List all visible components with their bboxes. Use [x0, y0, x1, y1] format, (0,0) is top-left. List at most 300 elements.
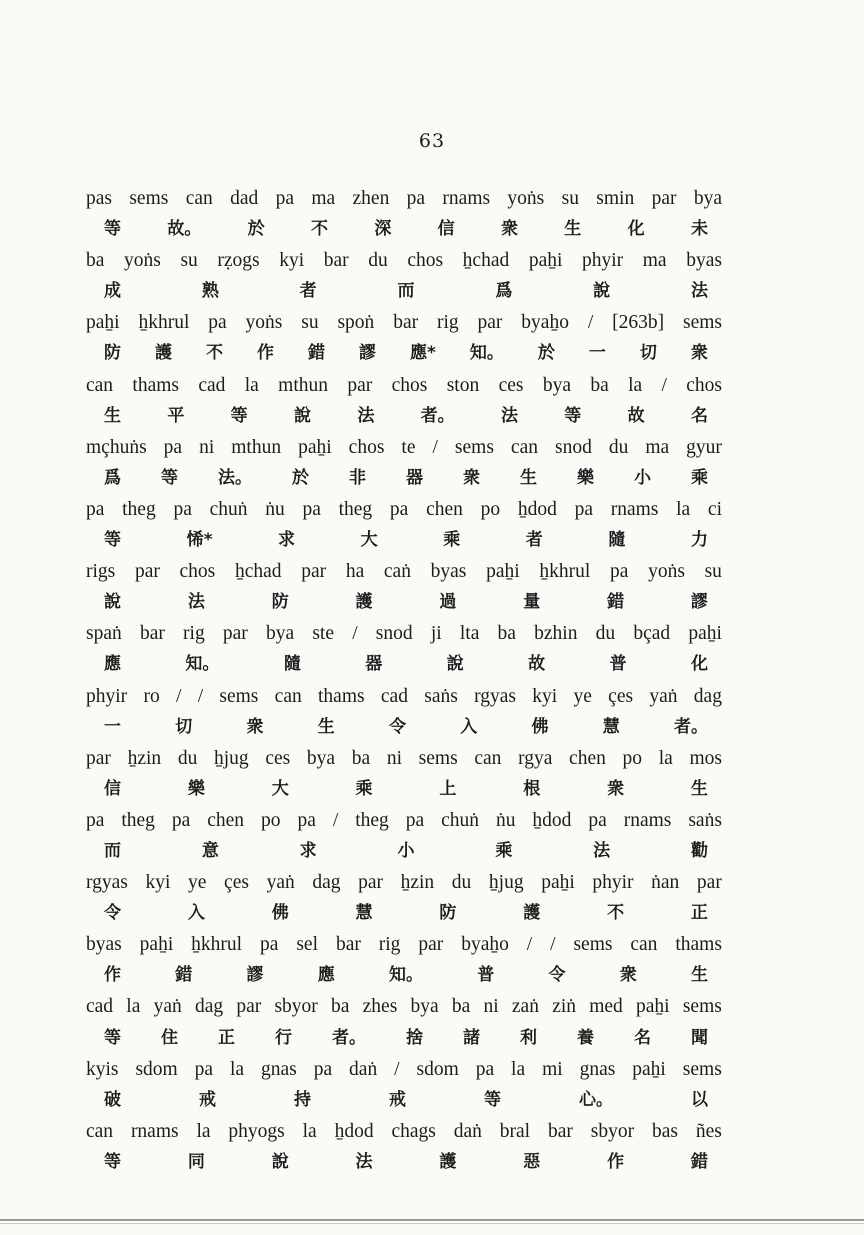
tibetan-word: ces: [265, 747, 291, 769]
tibetan-word: rnams: [623, 809, 672, 831]
tibetan-word: du: [451, 872, 472, 894]
tibetan-word: ẖzin: [400, 872, 435, 894]
chinese-character: 等: [564, 405, 582, 426]
chinese-character: 法: [593, 840, 611, 861]
chinese-character: 令: [389, 716, 406, 737]
tibetan-word: pa: [405, 809, 425, 831]
tibetan-word: gnas: [261, 1058, 297, 1080]
chinese-line: [86, 338, 722, 369]
tibetan-word: la: [676, 498, 691, 520]
chinese-character: 錯: [175, 965, 193, 986]
tibetan-word: snod: [375, 623, 413, 645]
tibetan-word: te: [401, 436, 416, 458]
chinese-character: 知。: [389, 965, 423, 986]
tibetan-word: pa: [173, 498, 192, 520]
tibetan-word: lta: [459, 623, 480, 645]
chinese-character: 求: [299, 840, 317, 861]
tibetan-word: par: [222, 623, 248, 645]
tibetan-word: paẖi: [528, 250, 563, 272]
tibetan-word: pa: [302, 498, 321, 520]
tibetan-word: chuṅ: [209, 498, 248, 520]
tibetan-word: ro: [143, 685, 160, 707]
tibetan-word: yoṅs: [648, 561, 685, 583]
chinese-character: 衆: [500, 219, 518, 240]
tibetan-word: sdom: [416, 1058, 459, 1080]
chinese-character: 者: [299, 281, 317, 302]
tibetan-word: pa: [313, 1058, 333, 1080]
tibetan-line: [86, 991, 722, 1022]
tibetan-word: sems: [682, 996, 722, 1018]
tibetan-word: la: [196, 1120, 211, 1142]
tibetan-word: mi: [542, 1058, 563, 1080]
tibetan-word: thams: [318, 685, 365, 707]
chinese-character: 謬: [359, 343, 376, 364]
tibetan-word: pa: [297, 809, 316, 831]
chinese-character: 乘: [495, 840, 513, 861]
tibetan-word: ñes: [695, 1120, 722, 1142]
tibetan-word: can: [474, 747, 502, 769]
chinese-character: 入: [187, 903, 205, 924]
chinese-character: 說: [293, 405, 311, 426]
tibetan-word: po: [622, 747, 643, 769]
chinese-character: 法: [187, 592, 205, 613]
tibetan-word: la: [230, 1058, 245, 1080]
tibetan-word: /: [550, 934, 556, 956]
tibetan-word: ẖkhrul: [539, 561, 591, 583]
tibetan-word: cad: [198, 374, 226, 396]
chinese-character: 成: [104, 281, 121, 302]
tibetan-word: ba: [497, 623, 516, 645]
tibetan-word: ni: [483, 996, 499, 1018]
tibetan-word: snod: [554, 436, 592, 458]
tibetan-word: dad: [230, 188, 259, 209]
chinese-character: 小: [397, 840, 415, 861]
tibetan-word: sbyor: [590, 1120, 635, 1142]
tibetan-word: /: [587, 312, 594, 334]
tibetan-line: [86, 805, 722, 836]
chinese-character: 化: [627, 219, 645, 240]
tibetan-word: ẖjug: [214, 747, 249, 769]
tibetan-word: paẖi: [541, 872, 575, 894]
tibetan-word: ha: [345, 561, 365, 583]
tibetan-word: [263b]: [612, 312, 665, 334]
tibetan-word: la: [511, 1058, 526, 1080]
tibetan-word: par: [696, 872, 722, 894]
tibetan-word: mçhuṅs: [86, 436, 147, 458]
tibetan-word: dag: [194, 996, 224, 1018]
tibetan-word: ci: [707, 498, 722, 520]
tibetan-word: paẖi: [688, 623, 722, 645]
tibetan-word: pas: [86, 188, 112, 209]
tibetan-word: chos: [407, 250, 444, 272]
chinese-character: 衆: [607, 778, 625, 799]
tibetan-word: can: [86, 1120, 114, 1142]
chinese-line: [86, 1023, 722, 1054]
chinese-character: 應: [317, 965, 335, 986]
chinese-character: 應: [104, 654, 121, 675]
tibetan-word: ji: [430, 623, 442, 645]
tibetan-word: theg: [355, 809, 389, 831]
tibetan-word: bas: [651, 1120, 678, 1142]
tibetan-word: bar: [323, 250, 349, 272]
chinese-character: 故: [627, 405, 645, 426]
chinese-character: 說: [446, 654, 464, 675]
chinese-character: 爲: [104, 467, 121, 488]
tibetan-word: chen: [207, 809, 245, 831]
tibetan-word: bral: [499, 1120, 531, 1142]
tibetan-word: pa: [275, 188, 294, 209]
chinese-character: 信: [437, 219, 455, 240]
tibetan-word: chuṅ: [441, 809, 479, 831]
tibetan-word: smin: [596, 188, 635, 209]
tibetan-word: par: [477, 312, 503, 334]
tibetan-word: sems: [682, 1058, 722, 1080]
chinese-character: 錯: [308, 343, 325, 364]
tibetan-word: yaṅ: [153, 996, 182, 1018]
tibetan-word: par: [301, 561, 327, 583]
chinese-character: 悕*: [186, 530, 213, 551]
chinese-character: 防: [104, 343, 121, 364]
chinese-character: 小: [634, 467, 651, 488]
chinese-character: 大: [360, 530, 378, 551]
tibetan-word: par: [86, 747, 111, 769]
chinese-character: 捨: [406, 1027, 423, 1048]
chinese-character: 防: [439, 903, 457, 924]
tibetan-word: la: [244, 374, 259, 396]
tibetan-word: byas: [686, 250, 722, 272]
tibetan-word: /: [332, 809, 339, 831]
chinese-character: 非: [349, 467, 366, 488]
tibetan-word: du: [177, 747, 198, 769]
chinese-line: [86, 960, 722, 991]
tibetan-word: pa: [475, 1058, 495, 1080]
tibetan-word: par: [134, 561, 160, 583]
tibetan-word: gnas: [579, 1058, 616, 1080]
chinese-character: 生: [564, 219, 582, 240]
tibetan-word: bzhin: [534, 623, 578, 645]
tibetan-word: bya: [542, 374, 571, 396]
tibetan-word: zhen: [352, 188, 390, 209]
chinese-character: 於: [247, 219, 265, 240]
tibetan-word: caṅ: [383, 561, 411, 583]
chinese-character: 乘: [691, 467, 708, 488]
chinese-character: 切: [639, 343, 657, 364]
tibetan-word: ẖkhrul: [138, 312, 190, 334]
tibetan-word: theg: [121, 809, 155, 831]
chinese-character: 意: [201, 840, 219, 861]
chinese-character: 作: [607, 1151, 625, 1172]
tibetan-word: chen: [569, 747, 606, 769]
tibetan-word: ẖdod: [532, 809, 572, 831]
tibetan-word: mthun: [278, 374, 329, 396]
tibetan-line: [86, 743, 722, 774]
tibetan-word: zaṅ: [511, 996, 539, 1018]
tibetan-word: /: [175, 685, 182, 707]
chinese-character: 生: [317, 716, 335, 737]
bottom-rule-secondary: [0, 1223, 864, 1224]
tibetan-word: par: [358, 872, 383, 894]
chinese-character: 錯: [690, 1151, 708, 1172]
tibetan-word: sems: [454, 436, 494, 458]
tibetan-word: saṅs: [424, 685, 458, 707]
chinese-character: 求: [278, 530, 296, 551]
chinese-character: 知。: [185, 654, 220, 675]
tibetan-word: phyir: [86, 685, 128, 707]
tibetan-line: [86, 867, 722, 898]
tibetan-word: paẖi: [86, 312, 120, 334]
chinese-line: [86, 649, 722, 680]
tibetan-word: byas: [86, 934, 122, 956]
tibetan-word: pa: [86, 809, 105, 831]
chinese-character: 利: [520, 1027, 537, 1048]
chinese-line: [86, 836, 722, 867]
chinese-character: 生: [691, 965, 708, 986]
tibetan-word: pa: [609, 561, 629, 583]
tibetan-word: ni: [199, 436, 215, 458]
tibetan-word: ye: [188, 872, 207, 894]
chinese-character: 普: [477, 965, 495, 986]
tibetan-word: sems: [683, 312, 722, 334]
chinese-character: 衆: [246, 716, 264, 737]
chinese-line: [86, 401, 722, 432]
tibetan-word: ẖkhrul: [191, 934, 243, 956]
tibetan-word: chos: [391, 374, 428, 396]
tibetan-word: ẖchad: [234, 561, 282, 583]
tibetan-line: [86, 245, 722, 276]
tibetan-word: du: [368, 250, 388, 272]
tibetan-word: thams: [675, 934, 722, 956]
chinese-character: 乘: [355, 778, 373, 799]
tibetan-word: bya: [306, 747, 336, 769]
tibetan-word: spaṅ: [86, 623, 122, 645]
chinese-character: 於: [292, 467, 309, 488]
chinese-character: 入: [460, 716, 478, 737]
chinese-character: 防: [271, 592, 289, 613]
tibetan-word: sdom: [135, 1058, 178, 1080]
chinese-character: 故。: [167, 219, 202, 240]
tibetan-word: byaẖo: [461, 934, 509, 956]
tibetan-word: la: [628, 374, 643, 396]
tibetan-line: [86, 370, 722, 401]
chinese-character: 衆: [690, 343, 708, 364]
tibetan-word: bçad: [633, 623, 671, 645]
tibetan-word: /: [352, 623, 358, 645]
tibetan-word: la: [658, 747, 673, 769]
chinese-line: [86, 774, 722, 805]
chinese-character: 過: [439, 592, 457, 613]
chinese-character: 等: [161, 467, 178, 488]
tibetan-word: gyur: [686, 436, 722, 458]
tibetan-word: po: [480, 498, 501, 520]
tibetan-word: yaṅ: [649, 685, 678, 707]
tibetan-word: spoṅ: [337, 312, 375, 334]
chinese-line: [86, 1147, 722, 1178]
chinese-character: 應*: [410, 343, 436, 364]
chinese-character: 熟: [201, 281, 219, 302]
tibetan-word: can: [274, 685, 302, 707]
chinese-character: 作: [104, 965, 121, 986]
tibetan-line: [86, 556, 722, 587]
tibetan-word: rẓogs: [217, 250, 260, 272]
tibetan-word: can: [630, 934, 658, 956]
chinese-character: 聞: [691, 1027, 708, 1048]
tibetan-word: bya: [410, 996, 439, 1018]
chinese-character: 法: [357, 405, 375, 426]
chinese-character: 護: [439, 1151, 457, 1172]
tibetan-word: paẖi: [636, 996, 670, 1018]
tibetan-word: ba: [86, 250, 105, 272]
chinese-character: 等: [104, 530, 121, 551]
tibetan-word: dag: [693, 685, 722, 707]
tibetan-word: paẖi: [139, 934, 174, 956]
tibetan-word: rgyas: [474, 685, 516, 707]
tibetan-word: pa: [208, 312, 227, 334]
chinese-character: 普: [609, 654, 627, 675]
tibetan-word: pa: [260, 934, 279, 956]
tibetan-word: rig: [183, 623, 205, 645]
tibetan-word: bya: [265, 623, 295, 645]
chinese-character: 住: [161, 1027, 178, 1048]
tibetan-word: sems: [219, 685, 259, 707]
tibetan-word: bya: [693, 188, 722, 209]
chinese-character: 護: [523, 903, 541, 924]
chinese-character: 慧: [355, 903, 373, 924]
chinese-character: 說: [271, 1151, 289, 1172]
chinese-character: 而: [104, 840, 121, 861]
chinese-line: [86, 712, 722, 743]
tibetan-word: daṅ: [453, 1120, 482, 1142]
chinese-character: 於: [537, 343, 555, 364]
chinese-character: 慧: [602, 716, 620, 737]
chinese-character: 法: [355, 1151, 373, 1172]
chinese-character: 惡: [523, 1151, 541, 1172]
tibetan-word: yaṅ: [266, 872, 295, 894]
chinese-character: 戒: [389, 1089, 406, 1110]
chinese-character: 勸: [690, 840, 708, 861]
tibetan-word: sems: [418, 747, 458, 769]
tibetan-word: çes: [608, 685, 634, 707]
chinese-character: 法: [500, 405, 518, 426]
chinese-character: 生: [104, 405, 121, 426]
chinese-character: 謬: [246, 965, 264, 986]
chinese-character: 不: [206, 343, 223, 364]
tibetan-word: /: [432, 436, 438, 458]
chinese-character: 者。: [674, 716, 708, 737]
chinese-character: 者。: [332, 1027, 366, 1048]
tibetan-word: ma: [645, 436, 670, 458]
chinese-character: 器: [365, 654, 383, 675]
tibetan-word: ṅu: [495, 809, 516, 831]
tibetan-word: sbyor: [274, 996, 318, 1018]
tibetan-word: chos: [686, 374, 722, 396]
tibetan-line: [86, 929, 722, 960]
tibetan-word: la: [126, 996, 141, 1018]
chinese-character: 諸: [463, 1027, 480, 1048]
tibetan-word: su: [180, 250, 198, 272]
tibetan-word: chen: [426, 498, 463, 520]
tibetan-word: yoṅs: [245, 312, 283, 334]
tibetan-line: [86, 1116, 722, 1147]
tibetan-word: pa: [171, 809, 191, 831]
tibetan-word: thams: [132, 374, 179, 396]
chinese-character: 等: [104, 1151, 121, 1172]
chinese-character: 佛: [271, 903, 289, 924]
tibetan-word: pa: [588, 809, 607, 831]
tibetan-word: par: [236, 996, 262, 1018]
tibetan-word: phyir: [592, 872, 634, 894]
tibetan-word: ma: [642, 250, 667, 272]
tibetan-word: bar: [547, 1120, 573, 1142]
tibetan-word: sems: [129, 188, 169, 209]
tibetan-word: cad: [86, 996, 114, 1018]
tibetan-word: byaẖo: [521, 312, 569, 334]
tibetan-word: çes: [224, 872, 249, 894]
chinese-character: 生: [690, 778, 708, 799]
tibetan-word: mthun: [231, 436, 282, 458]
tibetan-word: kyi: [532, 685, 558, 707]
tibetan-word: du: [608, 436, 629, 458]
chinese-character: 持: [294, 1089, 311, 1110]
chinese-character: 佛: [531, 716, 549, 737]
tibetan-word: pa: [194, 1058, 214, 1080]
chinese-character: 等: [484, 1089, 501, 1110]
tibetan-word: mos: [689, 747, 722, 769]
tibetan-word: theg: [122, 498, 156, 520]
tibetan-word: med: [589, 996, 623, 1018]
chinese-line: [86, 525, 722, 556]
tibetan-word: can: [185, 188, 213, 209]
tibetan-word: pa: [163, 436, 183, 458]
tibetan-line: [86, 1054, 722, 1085]
tibetan-word: zhes: [362, 996, 398, 1018]
chinese-character: 化: [690, 654, 708, 675]
bottom-rule: [0, 1219, 864, 1221]
chinese-character: 謬: [690, 592, 708, 613]
chinese-character: 大: [271, 778, 289, 799]
tibetan-word: su: [704, 561, 722, 583]
chinese-character: 衆: [463, 467, 480, 488]
tibetan-line: [86, 681, 722, 712]
tibetan-word: kyis: [86, 1058, 119, 1080]
tibetan-word: par: [651, 188, 677, 209]
chinese-line: [86, 587, 722, 618]
tibetan-word: su: [301, 312, 319, 334]
interlinear-text: [86, 183, 722, 1178]
tibetan-word: par: [418, 934, 444, 956]
tibetan-word: ston: [446, 374, 480, 396]
chinese-character: 令: [548, 965, 566, 986]
tibetan-word: ces: [498, 374, 524, 396]
chinese-line: [86, 898, 722, 929]
chinese-character: 樂: [577, 467, 594, 488]
page-number: 63: [418, 130, 446, 152]
chinese-character: 上: [439, 778, 457, 799]
chinese-character: 以: [691, 1089, 708, 1110]
tibetan-word: bar: [139, 623, 165, 645]
tibetan-word: chos: [179, 561, 216, 583]
chinese-character: 力: [690, 530, 708, 551]
tibetan-word: par: [347, 374, 373, 396]
tibetan-word: paẖi: [632, 1058, 666, 1080]
chinese-character: 深: [374, 219, 392, 240]
tibetan-word: ste: [312, 623, 334, 645]
tibetan-word: chos: [348, 436, 385, 458]
chinese-character: 者。: [420, 405, 455, 426]
chinese-character: 者: [525, 530, 543, 551]
chinese-line: [86, 276, 722, 307]
tibetan-word: ẖjug: [488, 872, 524, 894]
tibetan-word: pa: [574, 498, 593, 520]
